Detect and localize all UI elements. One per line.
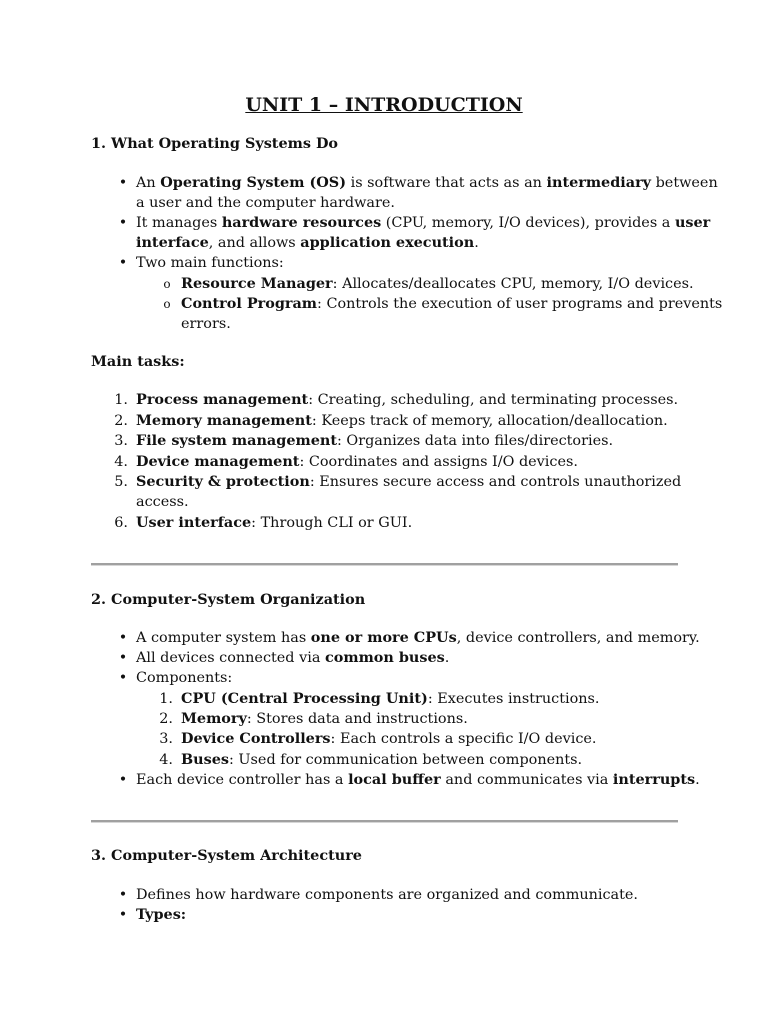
bullet-marker: • <box>118 907 128 923</box>
bullet-marker: • <box>118 255 128 271</box>
bullet-marker: • <box>118 887 128 903</box>
list-item: 3. File system management: Organizes data into files/directories. <box>136 431 613 451</box>
list-number: 6. <box>114 515 128 531</box>
list-item: o Control Program: Controls the execution of user programs and prevents errors. <box>181 294 722 335</box>
list-item: 4. Buses: Used for communication between components. <box>181 750 582 770</box>
list-item: • Two main functions: <box>136 253 284 273</box>
main-tasks-label: Main tasks: <box>91 353 185 370</box>
list-number: 3. <box>114 433 128 449</box>
page-title: UNIT 1 – INTRODUCTION <box>245 94 523 116</box>
section-3-heading: 3. Computer-System Architecture <box>91 847 362 864</box>
list-number: 4. <box>159 752 173 768</box>
list-item: 1. CPU (Central Processing Unit): Executes instructions. <box>181 689 599 709</box>
bullet-marker: • <box>118 670 128 686</box>
list-number: 2. <box>159 711 173 727</box>
list-item: o Resource Manager: Allocates/deallocates CPU, memory, I/O devices. <box>181 274 694 294</box>
horizontal-rule <box>91 563 678 566</box>
list-item: 3. Device Controllers: Each controls a specific I/O device. <box>181 729 596 749</box>
bullet-marker: • <box>118 772 128 788</box>
bullet-marker: • <box>118 630 128 646</box>
section-2-heading: 2. Computer-System Organization <box>91 591 366 608</box>
list-item: 1. Process management: Creating, scheduling, and terminating processes. <box>136 390 678 410</box>
list-item: • An Operating System (OS) is software that acts as an intermediary between a user and the computer hardware. <box>136 173 718 214</box>
list-item: 2. Memory: Stores data and instructions. <box>181 709 468 729</box>
list-item: • Each device controller has a local buffer and communicates via interrupts. <box>136 770 700 790</box>
list-item: • Defines how hardware components are organized and communicate. <box>136 885 638 905</box>
section-1-heading: 1. What Operating Systems Do <box>91 135 339 152</box>
list-number: 1. <box>114 392 128 408</box>
list-item: 2. Memory management: Keeps track of memory, allocation/deallocation. <box>136 411 668 431</box>
bullet-marker: • <box>118 175 128 191</box>
list-number: 1. <box>159 691 173 707</box>
list-number: 3. <box>159 731 173 747</box>
horizontal-rule <box>91 820 678 823</box>
list-item: • Types: <box>136 905 186 925</box>
list-item: 4. Device management: Coordinates and assigns I/O devices. <box>136 452 578 472</box>
circle-marker: o <box>163 297 171 311</box>
list-item: • Components: <box>136 668 232 688</box>
list-number: 2. <box>114 413 128 429</box>
list-item: 6. User interface: Through CLI or GUI. <box>136 513 412 533</box>
list-number: 4. <box>114 454 128 470</box>
list-item: 5. Security & protection: Ensures secure access and controls unauthorized access. <box>136 472 681 513</box>
bullet-marker: • <box>118 650 128 666</box>
circle-marker: o <box>163 277 171 291</box>
bullet-marker: • <box>118 215 128 231</box>
list-number: 5. <box>114 474 128 490</box>
list-item: • A computer system has one or more CPUs, device controllers, and memory. <box>136 628 700 648</box>
list-item: • It manages hardware resources (CPU, memory, I/O devices), provides a user interface, and allows application execution. <box>136 213 710 254</box>
list-item: • All devices connected via common buses. <box>136 648 449 668</box>
